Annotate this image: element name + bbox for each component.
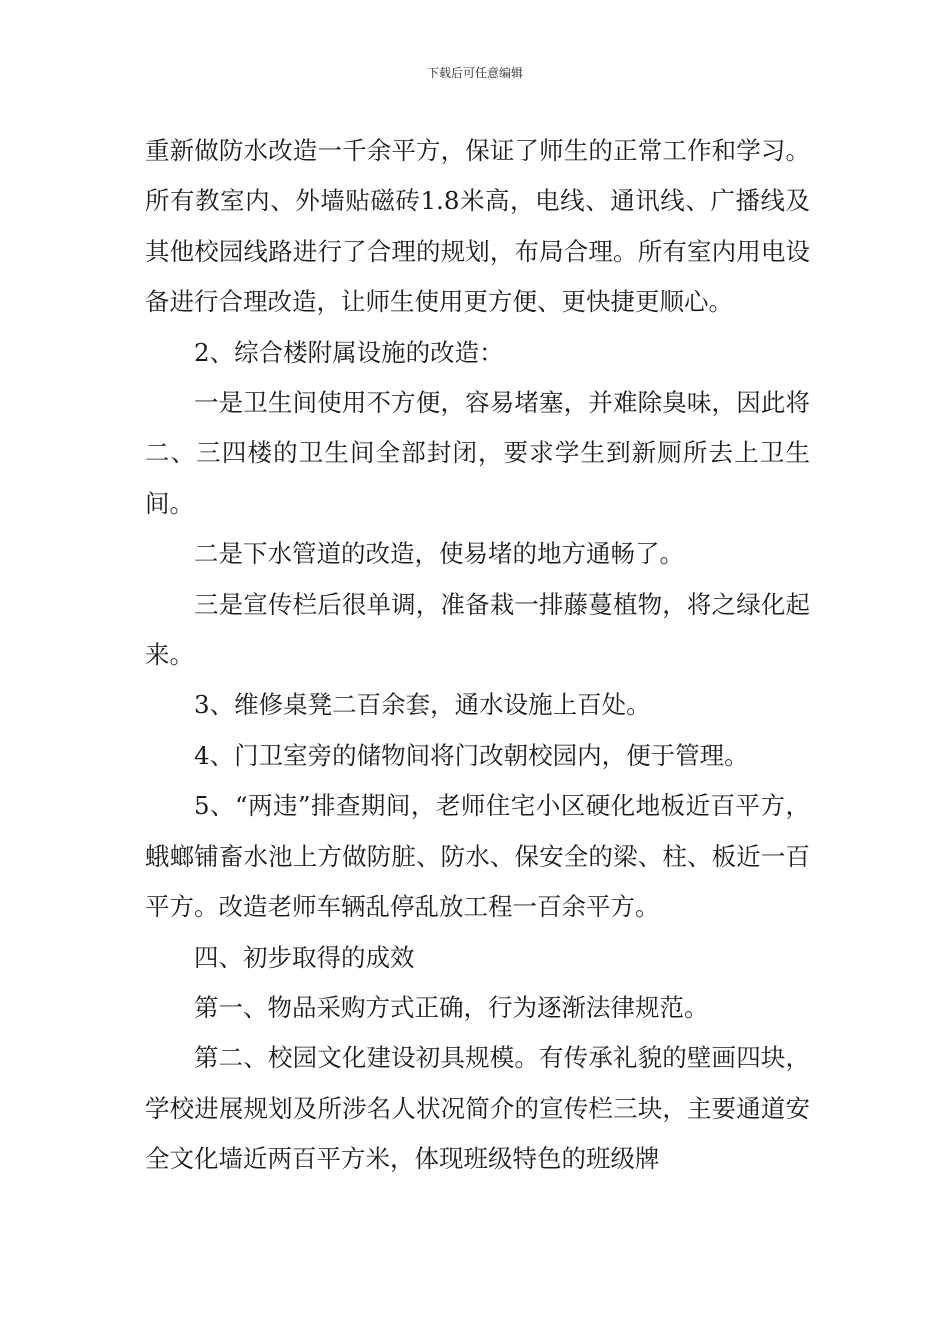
paragraph: 5、“两违”排查期间，老师住宅小区硬化地板近百平方，蛾螂铺畜水池上方做防脏、防水、保安全的梁、柱、板近一百平方。改造老师车辆乱停乱放工程一百余平方。 <box>145 791 810 922</box>
paragraph: 4、门卫室旁的储物间将门改朝校园内，便于管理。 <box>194 740 749 770</box>
paragraph: 第一、物品采购方式正确，行为逐渐法律规范。 <box>194 992 709 1022</box>
paragraph: 3、维修桌凳二百余套，通水设施上百处。 <box>194 690 651 720</box>
paragraph: 2、综合楼附属设施的改造： <box>194 337 504 367</box>
paragraph: 第二、校园文化建设初具规模。有传承礼貌的壁画四块，学校进展规划及所涉名人状况简介的宣传栏三块，主要通道安全文化墙近两百平方米，体现班级特色的班级牌 <box>145 1043 810 1174</box>
paragraph: 三是宣传栏后很单调，准备栽一排藤蔓植物，将之绿化起来。 <box>145 589 810 670</box>
page-header: 下载后可任意编辑 <box>426 66 523 80</box>
paragraph: 重新做防水改造一千余平方，保证了师生的正常工作和学习。所有教室内、外墙贴磁砖1.8米高，电线、通讯线、广播线及其他校园线路进行了合理的规划，布局合理。所有室内用电设备进行合理改造，让师生使用更方便、更快捷更顺心。 <box>145 136 810 317</box>
paragraph: 二是下水管道的改造，使易堵的地方通畅了。 <box>194 539 684 569</box>
section-heading: 四、初步取得的成效 <box>194 942 415 972</box>
document-body <box>145 126 810 1185</box>
paragraph: 一是卫生间使用不方便，容易堵塞，并难除臭味，因此将二、三四楼的卫生间全部封闭，要求学生到新厕所去上卫生间。 <box>145 388 810 518</box>
